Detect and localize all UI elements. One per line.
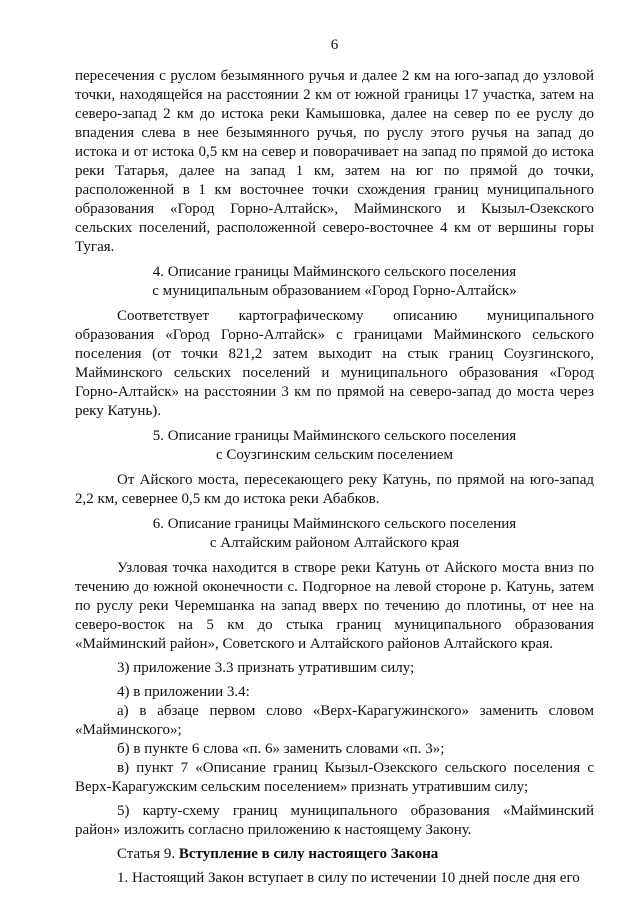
item-4a-paragraph: а) в абзаце первом слово «Верх-Карагужинского» заменить словом «Майминского»; [75, 703, 594, 738]
article-9-heading [75, 845, 594, 864]
section-5-heading-line2: с Соузгинским сельским поселением [216, 447, 453, 463]
section-6-heading-line2: с Алтайским районом Алтайского края [209, 535, 460, 551]
article-9-paragraph-1: 1. Настоящий Закон вступает в силу по истечении 10 дней после дня его [117, 870, 580, 886]
page-number: 6 [330, 37, 339, 53]
item-4c-paragraph: в) пункт 7 «Описание границ Кызыл-Озекского сельского поселения с Верх-Карагужским сельским поселением» признать утратившим силу; [75, 760, 594, 795]
section-5-heading [75, 427, 594, 465]
item-5-paragraph: 5) карту-схему границ муниципального образования «Майминский район» изложить согласно приложению к настоящему Закону. [75, 803, 594, 838]
article-9-label: Статья 9. [117, 846, 176, 862]
continuation-paragraph: пересечения с руслом безымянного ручья и далее 2 км на юго-запад до узловой точки, находящейся на расстоянии 2 км от южной границы 17 участка, затем на северо-запад 2 км до истока реки Камышовка, далее на север по ее руслу до впадения слева в нее безымянного ручья, по руслу этого ручья на запад до истока и от истока 0,5 км на север и поворачивает на запад по прямой до истока реки Татарья, далее на запад 1 км, затем на юг по прямой до точки, расположенной в 1 км восточнее точки схождения границ муниципального образования «Город Горно-Алтайск», Майминского и Кызыл-Озекского сельских поселений, расположенной северо-восточнее 4 км от вершины горы Тугая. [75, 68, 594, 255]
section-4-heading [75, 263, 594, 301]
section-4-heading-line1: 4. Описание границы Майминского сельского поселения [152, 264, 517, 280]
section-6-heading-line1: 6. Описание границы Майминского сельского поселения [152, 516, 517, 532]
section-5-paragraph: От Айского моста, пересекающего реку Катунь, по прямой на юго-запад 2,2 км, севернее 0,5 км до истока реки Абабков. [75, 472, 594, 507]
section-4-heading-line2: с муниципальным образованием «Город Горно-Алтайск» [152, 283, 517, 299]
item-4-paragraph: 4) в приложении 3.4: [117, 684, 250, 700]
item-3-paragraph: 3) приложение 3.3 признать утратившим силу; [117, 660, 415, 676]
section-5-heading-line1: 5. Описание границы Майминского сельского поселения [152, 428, 517, 444]
section-6-heading [75, 515, 594, 553]
section-4-paragraph: Соответствует картографическому описанию муниципального образования «Город Горно-Алтайск» с границами Майминского сельского поселения (от точки 821,2 затем выходит на стык границ Соузгинского, Майминского сельских поселений и муниципального образования «Город Горно-Алтайск» на расстоянии 3 км по прямой на северо-запад до моста через реку Катунь). [75, 308, 594, 419]
section-6-paragraph: Узловая точка находится в створе реки Катунь от Айского моста вниз по течению до южной оконечности с. Подгорное на левой стороне р. Катунь, затем по руслу реки Черемшанка на запад вверх по течению до плотины, от нее на северо-восток на 5 км до стыка границ муниципального образования «Майминский район», Советского и Алтайского районов Алтайского края. [75, 560, 594, 652]
article-9-title: Вступление в силу настоящего Закона [178, 846, 439, 862]
item-4b-paragraph: б) в пункте 6 слова «п. 6» заменить словами «п. 3»; [117, 741, 445, 757]
